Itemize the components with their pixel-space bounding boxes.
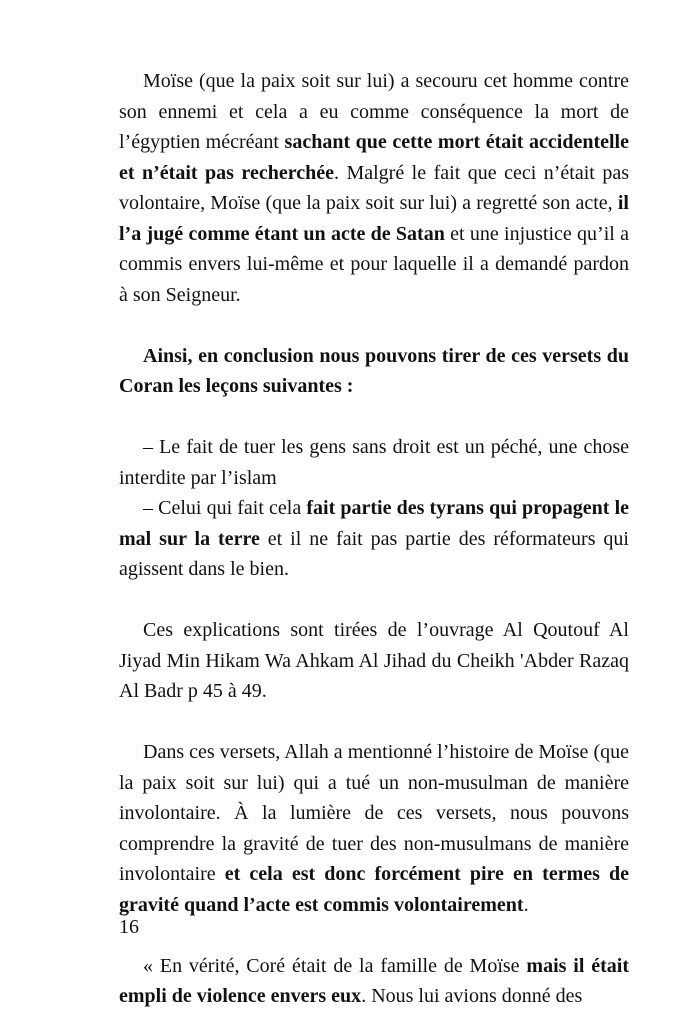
page-number: 16 <box>119 916 139 938</box>
paragraph-source-reference: Ces explications sont tirées de l’ouvrage Al Qoutouf Al Jiyad Min Hikam Wa Ahkam Al Jihad du Cheikh 'Abder Razaq Al Badr p 45 à 49. <box>119 619 629 702</box>
body-text <box>119 66 629 1012</box>
paragraph-quote-core: « En vérité, Coré était de la famille de Moïse mais il était empli de violence envers eux. Nous lui avions donné des <box>119 954 629 1007</box>
paragraph-conclusion-heading: Ainsi, en conclusion nous pouvons tirer de ces versets du Coran les leçons suivantes : <box>119 344 629 397</box>
list-item-lesson-1: – Le fait de tuer les gens sans droit est un péché, une chose interdite par l’islam <box>119 436 629 489</box>
paragraph-versets-explanation: Dans ces versets, Allah a mentionné l’histoire de Moïse (que la paix soit sur lui) qui a tué un non-musulman de manière involontaire. À la lumière de ces versets, nous pouvons comprendre la gravité de tuer des non-musulmans de manière involontaire et cela est donc forcément pire en termes de gravité quand l’acte est commis volontairement. <box>119 741 630 916</box>
list-item-lesson-2: – Celui qui fait cela fait partie des tyrans qui propagent le mal sur la terre et il ne fait pas partie des réformateurs qui agissent dans le bien. <box>119 497 629 580</box>
paragraph-moise-secours: Moïse (que la paix soit sur lui) a secouru cet homme contre son ennemi et cela a eu comme conséquence la mort de l’égyptien mécréant sachant que cette mort était accidentelle et n’était pas recherchée. Malgré le fait que ceci n’était pas volontaire, Moïse (que la paix soit sur lui) a regretté son acte, il l’a jugé comme étant un acte de Satan et une injustice qu’il a commis envers lui-même et pour laquelle il a demandé pardon à son Seigneur. <box>119 70 629 306</box>
